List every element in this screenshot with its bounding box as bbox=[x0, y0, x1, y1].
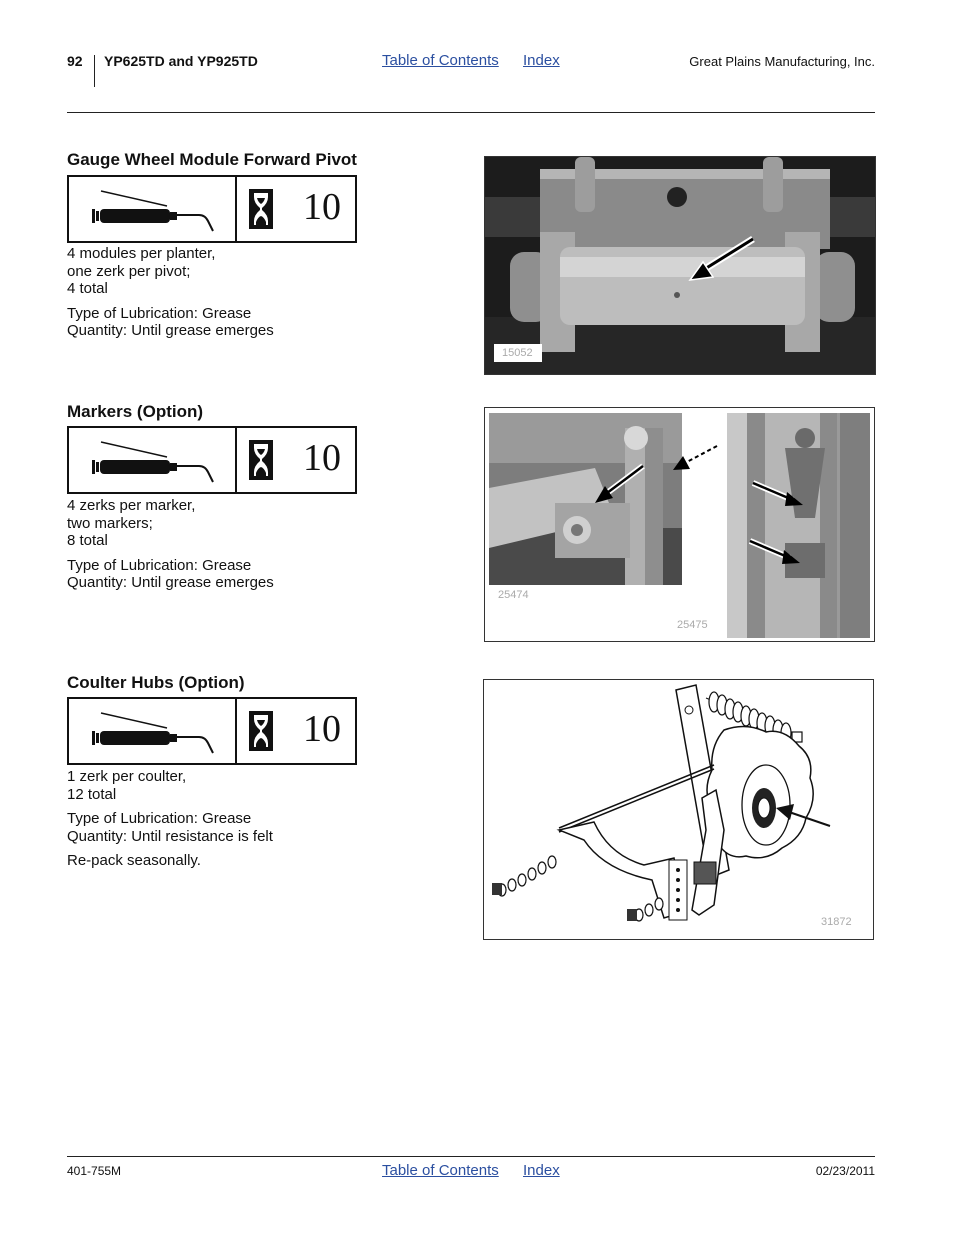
section-title-markers: Markers (Option) bbox=[67, 402, 204, 421]
revision-date: 02/23/2011 bbox=[815, 1164, 875, 1178]
lubrication-quantity: Quantity: Until grease emerges bbox=[67, 322, 274, 339]
hourglass-icon bbox=[249, 189, 273, 229]
interval-hours: 10 bbox=[303, 708, 341, 750]
section-title-gauge-wheel: Gauge Wheel Module Forward Pivot bbox=[67, 150, 357, 169]
lube-symbol-box bbox=[67, 426, 357, 494]
header-divider bbox=[94, 55, 95, 87]
part-number: 401-755M bbox=[67, 1164, 122, 1178]
figure-number: 15052 bbox=[502, 347, 533, 359]
figure-number: 31872 bbox=[821, 916, 852, 928]
page-number: 92 bbox=[67, 53, 83, 69]
lube-symbol-box bbox=[67, 697, 357, 765]
footer-index-link[interactable]: Index bbox=[523, 1162, 560, 1179]
grease-gun-icon bbox=[89, 187, 219, 233]
figure-number: 25475 bbox=[677, 619, 708, 631]
section-description: 4 zerks per marker, two markers; 8 total Type of Lubrication: Grease Quantity: Until grease emerges bbox=[67, 497, 274, 591]
lubrication-quantity: Quantity: Until resistance is felt bbox=[67, 827, 273, 845]
doc-title: YP625TD and YP925TD bbox=[104, 53, 258, 69]
interval-hours: 10 bbox=[303, 186, 341, 228]
lubrication-quantity: Quantity: Until grease emerges bbox=[67, 574, 274, 591]
header-rule bbox=[67, 112, 875, 113]
hourglass-icon bbox=[249, 440, 273, 480]
section-description: 4 modules per planter, one zerk per pivot; 4 total Type of Lubrication: Grease Quantity: Until grease emerges bbox=[67, 245, 274, 339]
photo-markers bbox=[484, 407, 875, 642]
header-toc-link[interactable]: Table of Contents bbox=[382, 52, 499, 69]
drawing-coulter-hub bbox=[483, 679, 874, 940]
grease-gun-icon bbox=[89, 709, 219, 755]
lubrication-type: Type of Lubrication: Grease bbox=[67, 556, 252, 574]
company-name: Great Plains Manufacturing, Inc. bbox=[689, 54, 875, 69]
lubrication-type: Type of Lubrication: Grease bbox=[67, 304, 252, 322]
footer-rule bbox=[67, 1156, 875, 1157]
lubrication-type: Type of Lubrication: Grease bbox=[67, 810, 252, 827]
footer-toc-link[interactable]: Table of Contents bbox=[382, 1162, 499, 1179]
hourglass-icon bbox=[249, 711, 273, 751]
photo-gauge-wheel-pivot bbox=[484, 156, 876, 375]
header-index-link[interactable]: Index bbox=[523, 52, 560, 69]
figure-number: 25474 bbox=[498, 589, 529, 601]
section-description: 1 zerk per coulter, 12 total Type of Lubrication: Grease Quantity: Until resistance is felt Re-pack seasonally. bbox=[67, 768, 273, 869]
repack-note: Re-pack seasonally. bbox=[67, 852, 201, 869]
grease-gun-icon bbox=[89, 438, 219, 484]
section-title-coulter-hubs: Coulter Hubs (Option) bbox=[67, 673, 245, 692]
interval-hours: 10 bbox=[303, 437, 341, 479]
lube-symbol-box bbox=[67, 175, 357, 243]
